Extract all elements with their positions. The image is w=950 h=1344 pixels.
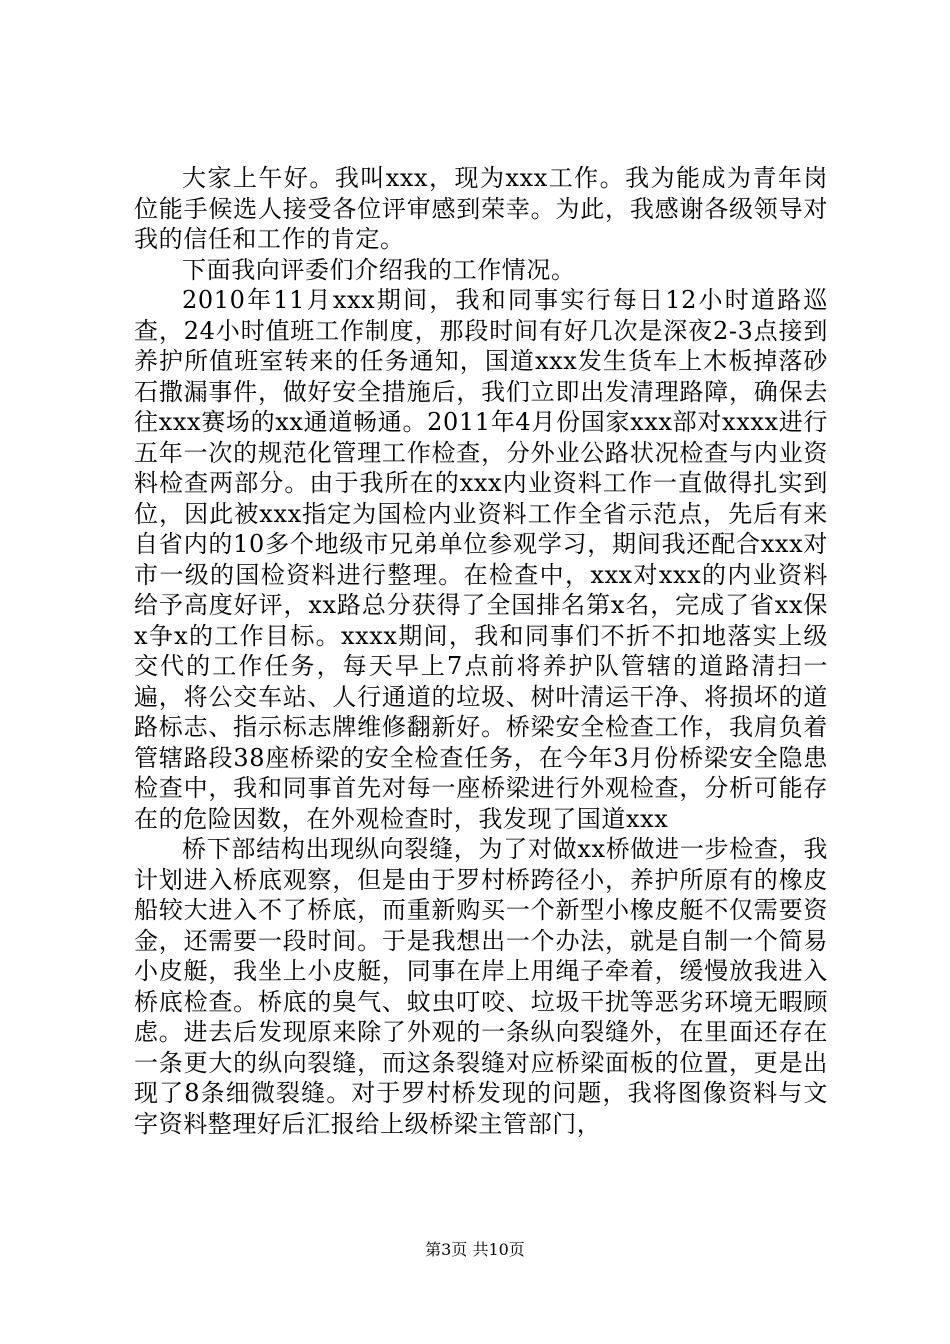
paragraph-bridge-inspection: 桥下部结构出现纵向裂缝，为了对做xx桥做进一步检查，我计划进入桥底观察，但是由于罗村桥跨径小，养护所原有的橡皮船较大进入不了桥底，而重新购买一个新型小橡皮艇不仅需要资金，还需要一段时间。于是我想出一个办法，就是自制一个简易小皮艇，我坐上小皮艇，同事在岸上用绳子牵着，缓慢放我进入桥底检查。桥底的臭气、蚊虫叮咬、垃圾干扰等恶劣环境无暇顾虑。进去后发现原来除了外观的一条纵向裂缝外，在里面还存在一条更大的纵向裂缝，而这条裂缝对应桥梁面板的位置，更是出现了8条细微裂缝。对于罗村桥发现的问题，我将图像资料与文字资料整理好后汇报给上级桥梁主管部门，: [134, 835, 828, 1138]
paragraph-intro: 下面我向评委们介绍我的工作情况。: [182, 255, 576, 284]
document-body: [134, 163, 828, 1139]
page-footer: 第3页 共10页: [425, 1240, 525, 1259]
paragraph-work-details: 2010年11月xxx期间，我和同事实行每日12小时道路巡查，24小时值班工作制度，那段时间有好几次是深夜2-3点接到养护所值班室转来的任务通知，国道xxx发生货车上木板掉落砂石撒漏事件，做好安全措施后，我们立即出发清理路障，确保去往xxx赛场的xx通道畅通。2011年4月份国家xxx部对xxxx进行五年一次的规范化管理工作检查，分外业公路状况检查与内业资料检查两部分。由于我所在的xxx内业资料工作一直做得扎实到位，因此被xxx指定为国检内业资料工作全省示范点，先后有来自省内的10多个地级市兄弟单位参观学习，期间我还配合xxx对市一级的国检资料进行整理。在检查中，xxx对xxx的内业资料给予高度好评，xx路总分获得了全国排名第x名，完成了省xx保x争x的工作目标。xxxx期间，我和同事们不折不扣地落实上级交代的工作任务，每天早上7点前将养护队管辖的道路清扫一遍，将公交车站、人行通道的垃圾、树叶清运干净、将损坏的道路标志、指示标志牌维修翻新好。桥梁安全检查工作，我肩负着管辖路段38座桥梁的安全检查任务，在今年3月份桥梁安全隐患检查中，我和同事首先对每一座桥梁进行外观检查，分析可能存在的危险因数，在外观检查时，我发现了国道xxx: [134, 286, 828, 833]
paragraph-greeting: 大家上午好。我叫xxx，现为xxx工作。我为能成为青年岗位能手候选人接受各位评审感到荣幸。为此，我感谢各级领导对我的信任和工作的肯定。: [134, 164, 828, 253]
